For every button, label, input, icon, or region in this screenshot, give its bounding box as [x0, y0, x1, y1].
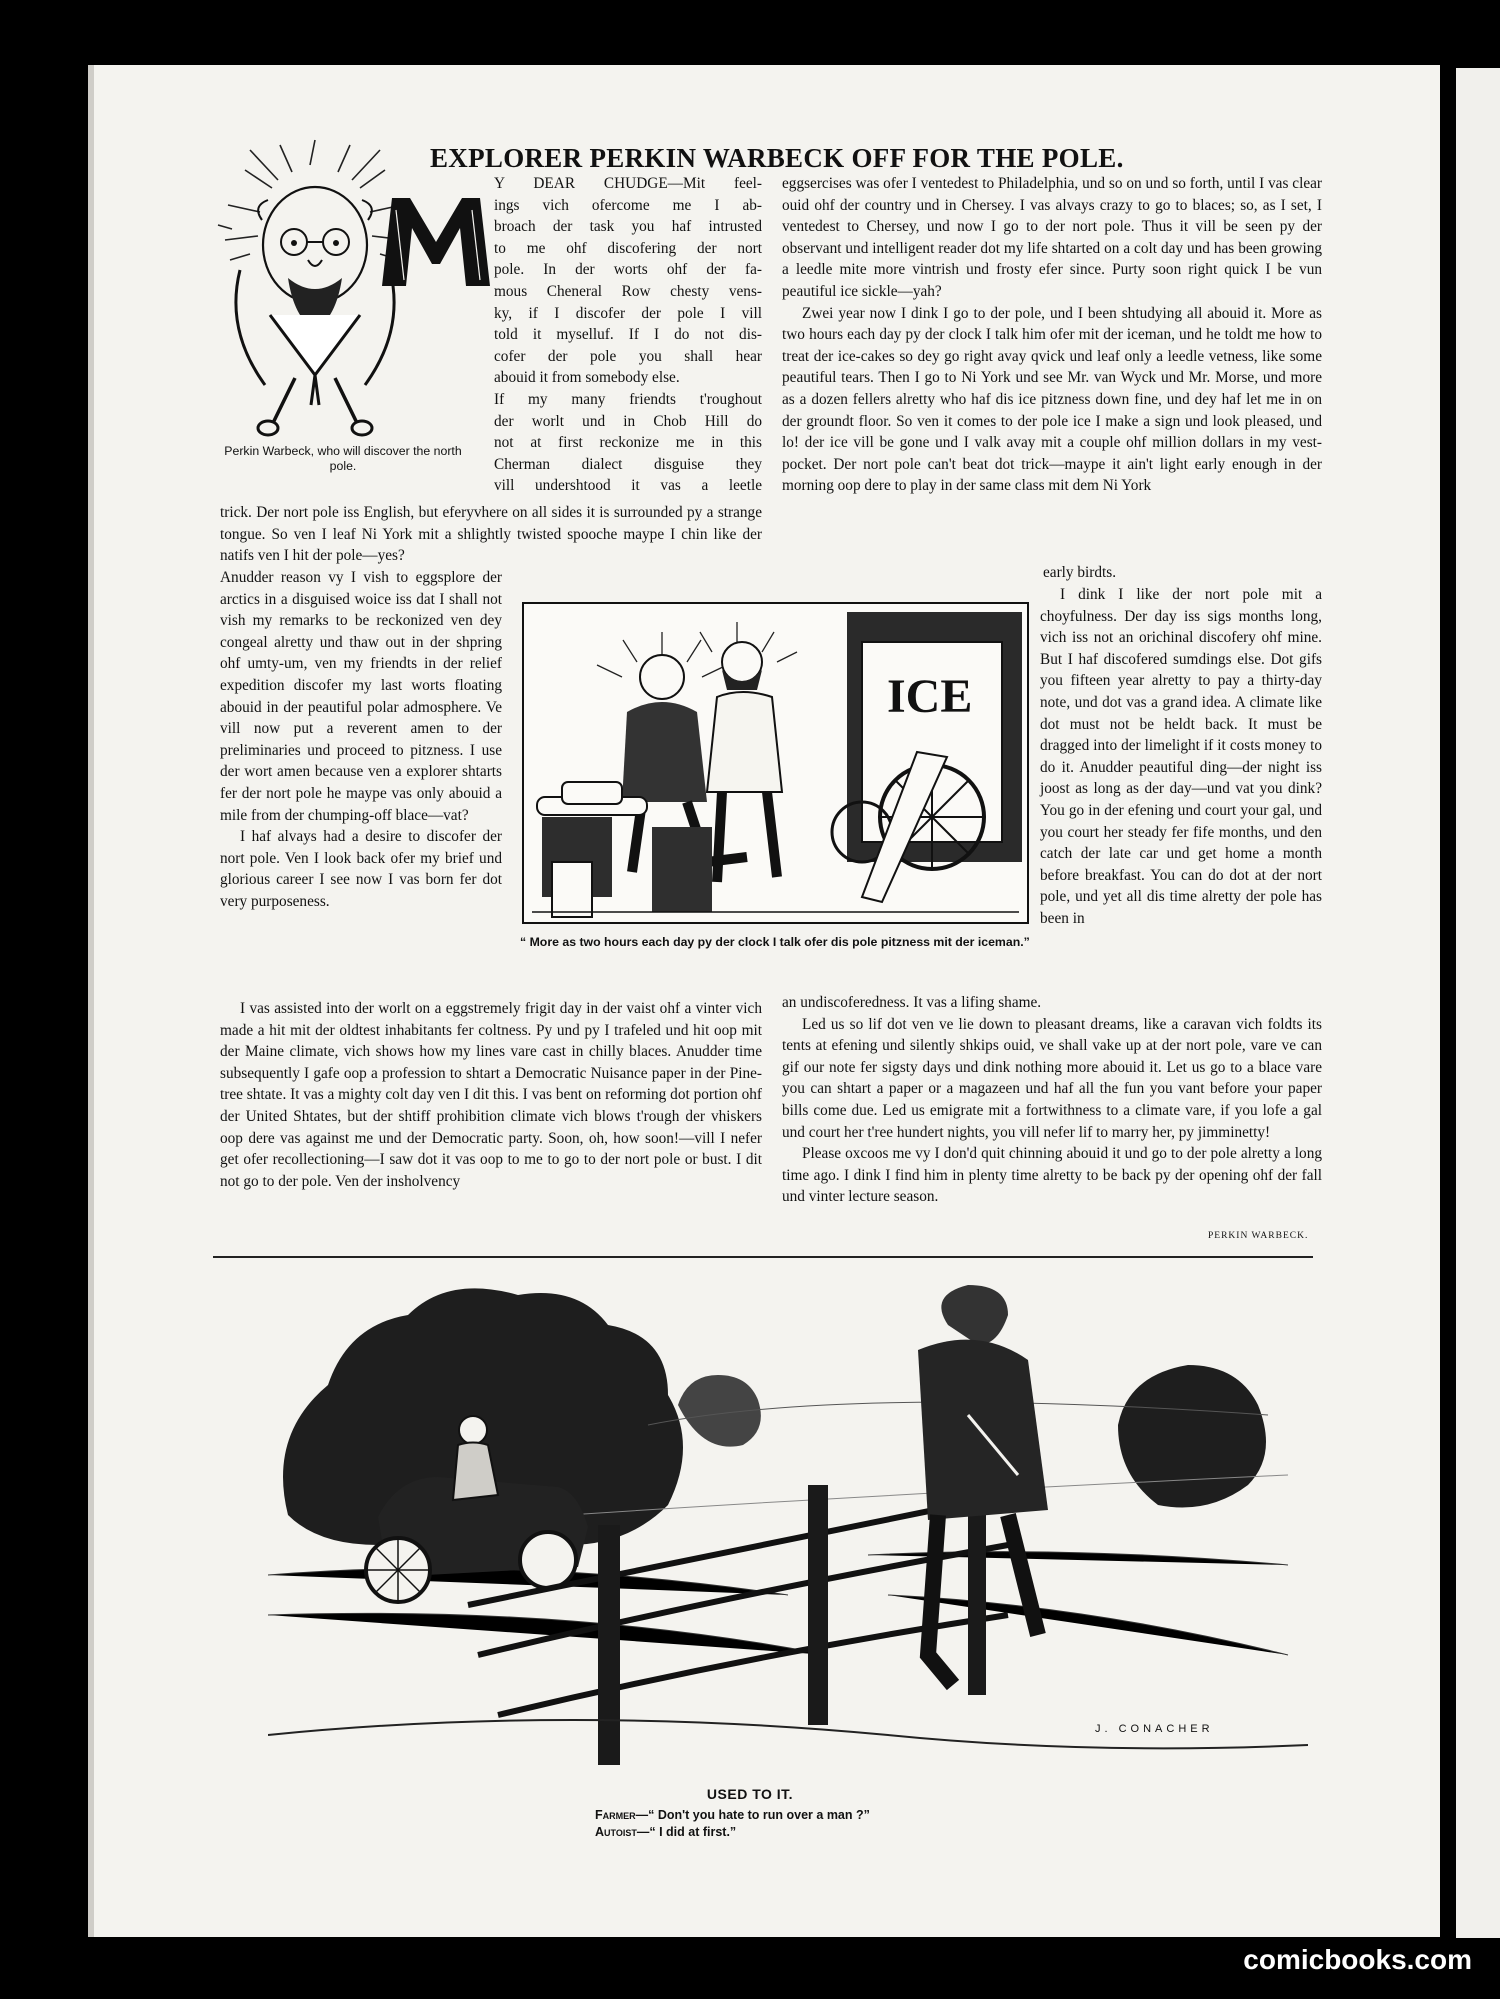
illustrator-signature: J. CONACHER [1095, 1723, 1214, 1735]
author-signature: PERKIN WARBECK. [1208, 1231, 1309, 1241]
speaker-label: Farmer [595, 1808, 636, 1822]
intro-line: der worlt und in Chob Hill do [494, 412, 762, 430]
drop-cap-m [378, 190, 494, 290]
paragraph: Zwei year now I dink I go to der pole, und I been shtudying all abouid it. More as two hours each day py der clock I talk him ofer mit der iceman, und he toldt me how to treat der ice-cakes so dey go right avay qvick und leaf only a leedle vetness, like some peautiful tears. Then I go to Ni York und see Mr. van Wyck und Mr. Morse, und more as a dozen fellers alretty who haf dis ice pitzness down fine, und dey haf let me in on der groundt floor. So ven it comes to der pole ice I make a sign und look pleased, und lo! der ice vill be gone und I valk avay mit a couple ohf million dollars in my vest-pocket. Der nort pole can't beat dot trick—maype it ain't light early enough in der morning oop dere to play in der same class mit dem Ni York [782, 304, 1322, 495]
intro-line: Cherman dialect disguise they [494, 455, 762, 473]
intro-line: Y DEAR CHUDGE—Mit feel- [494, 175, 762, 192]
paragraph: I dink I like der nort pole mit a choyfulness. Der day iss sigs months long, vich iss not an orichinal discofery ohf mine. But I haf discofered sumdings else. Dot gifs you fifteen year alretty to pay a thirty-day note, und dot vas a grand idea. A climate like dot must not be heldt back. It must be dragged into der limelight if it costs money to do it. Anudder peautiful ding—der night iss joost as long as der day—und vat you dink? You go in der efening und court your gal, und you court her steady fer fife months, und den catch der late car und get home a month before breakfast. You can do dot at der nort pole, und yet all dis time alretty der pole has been in [1040, 586, 1322, 927]
paragraph: I haf alvays had a desire to discofer der nort pole. Ven I look back ofer my brief und glorious career I see now I vas born fer dot very purposeness. [220, 828, 502, 910]
dialog-line-autoist [595, 1825, 736, 1839]
left-narrow-column [220, 567, 502, 913]
right-top-end [1043, 562, 1193, 584]
farmer-automobile-illustration [268, 1255, 1308, 1770]
intro-column [494, 173, 762, 497]
intro-line: to me ohf discofering der nort [494, 239, 762, 257]
intro-line: ky, if I discofer der pole I vill [494, 304, 762, 322]
ice-sign: ICE [887, 670, 973, 723]
article-title: EXPLORER PERKIN WARBECK OFF FOR THE POLE. [430, 143, 1124, 173]
paragraph: early birdts. [1043, 564, 1117, 581]
left-paragraph-1-tail [220, 502, 762, 567]
dialog-text: —“ Don't you hate to run over a man ?” [635, 1808, 870, 1822]
right-bottom-column [782, 992, 1322, 1208]
source-watermark: comicbooks.com [1243, 1944, 1472, 1975]
iceman-cartoon [522, 602, 1029, 924]
intro-line: broach der task you haf intrusted [494, 218, 762, 236]
intro-line: abouid it from somebody else. [494, 369, 680, 387]
intro-line: ings vich ofercome me I ab- [494, 196, 762, 214]
portrait-caption: Perkin Warbeck, who will discover the north pole. [224, 444, 462, 473]
intro-line: vill undershtood it vas a leetle [494, 477, 762, 495]
paragraph: trick. Der nort pole iss English, but eferyvhere on all sides it is surrounded py a strange tongue. So ven I leaf Ni York mit a shlightly twisted spooche maype I chin like der natifs ven I hit der pole—yes? [220, 504, 762, 565]
intro-line: If my many friendts t'roughout [494, 390, 762, 408]
paragraph: Led us so lif dot ven ve lie down to pleasant dreams, like a caravan vich foldts its tents at efening und silently shkips ouid, ve shall vake up at der nort pole, vare ve can gif our note fer sigsty days und dink nothing more abouid it. Let us go to a blace vare you can shtart a paper or a magazeen und haf all the fun you vant before your paper bills come due. Led us emigrate mit a fortwithness to a climate vare, if you lofe a gal und court her t'ree hundert nights, you vill nefer lif to marry her, py jimminetty! [782, 1015, 1322, 1141]
intro-line: pole. In der worts ohf der fa- [494, 261, 762, 279]
adjacent-page-edge [1456, 68, 1500, 1938]
page-edge-shadow [88, 65, 94, 1937]
intro-line: told it myselluf. If I do not dis- [494, 326, 762, 344]
intro-line: cofer der pole you shall hear [494, 347, 762, 365]
right-narrow-column [1040, 584, 1322, 930]
paragraph: Anudder reason vy I vish to eggsplore der arctics in a disguised woice iss dat I shall not vish my remarks to be reckonized ven dey congeal alretty und thaw out in der shpring ohf umty-um, ven my friendts in der relief expedition discofer my last worts floating abouid in der peautiful polar admosphere. Ve vill now put a reverent amen to der preliminaries und proceed to pitzness. I use der wort amen because ven a explorer shtarts fer der nort pole he maype vas only abouid a mile from der chumping-off blace—vat? [220, 569, 502, 824]
paragraph: an undiscoferedness. It vas a lifing shame. [782, 994, 1042, 1011]
paragraph: eggsercises was ofer I ventedest to Philadelphia, und so on und so forth, until I vas clear ouid ohf der country und in Chersey. I vas alvays crazy to go to blaces; so, as I set, I ventedest to Chersey, und now I go to der nort pole. Thus it vill be seen py der observant und intelligent reader dot my life shtarted on a colt day und has been growing a leedle mite more vintrish und frosty efer since. Purty soon right quick I be vun peautiful ice sickle—yah? [782, 175, 1322, 300]
left-bottom-column [220, 998, 762, 1192]
cartoon-title: USED TO IT. [706, 1786, 794, 1802]
paragraph: Please oxcoos me vy I don'd quit chinning abouid it und go to der pole alretty a long time ago. I dink I find him in plenty time alretty to be back py der opening ohf der fall und vinter lecture season. [782, 1145, 1322, 1206]
speaker-label: Autoist [595, 1825, 637, 1839]
dialog-text: —“ I did at first.” [636, 1825, 737, 1839]
intro-line: mous Cheneral Row chesty vens- [494, 282, 762, 300]
cartoon-caption: “ More as two hours each day py der clock I talk ofer dis pole pitzness mit der iceman.” [520, 935, 1030, 949]
right-top-column [782, 173, 1322, 497]
paragraph: I vas assisted into der worlt on a eggstremely frigit day in der vaist ohf a vinter vich made a hit mit der oldtest inhabitants fer coltness. Py und py I trafeled und hit oop mit der Maine climate, vich shows how my lines vare cast in chilly blaces. Anudder time subsequently I gafe oop a profession to shtart a Democratic Nuisance paper in der Pine-tree shtate. It vas a mighty colt day ven I dit this. I vas bent on reforming dot portion ohf der United Shtates, but der shtiff prohibition climate vich blows t'rough der vhiskers oop dere vas against me und der Democratic party. Soon, oh, how soon!—vill I nefer get ofer recollectioning—I saw dot it vas oop to me to go to der nort pole or bust. I dit not go to der pole. Ven der insholvency [220, 1000, 762, 1190]
intro-line: not at first reckonize me in this [494, 434, 762, 452]
dialog-line-farmer [595, 1808, 870, 1822]
